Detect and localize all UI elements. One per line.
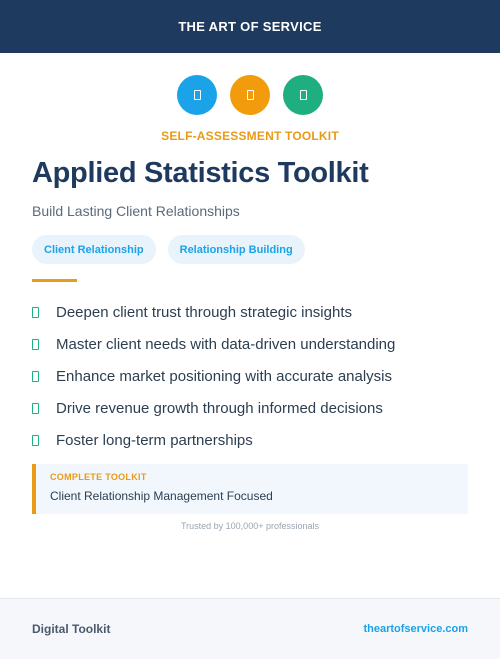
icon-row bbox=[0, 75, 500, 115]
page-title: Applied Statistics Toolkit bbox=[32, 157, 369, 189]
benefit-text: Master client needs with data-driven understanding bbox=[56, 335, 396, 353]
list-item bbox=[32, 296, 395, 328]
tag-client-relationship: Client Relationship bbox=[32, 235, 156, 264]
checkbox-icon bbox=[32, 371, 39, 382]
document-icon bbox=[247, 90, 254, 100]
icon-circle-green bbox=[283, 75, 323, 115]
list-item bbox=[32, 424, 395, 456]
eyebrow-label: SELF-ASSESSMENT TOOLKIT bbox=[161, 129, 339, 143]
document-icon bbox=[194, 90, 201, 100]
checkbox-icon bbox=[32, 435, 39, 446]
document-icon bbox=[300, 90, 307, 100]
tag-relationship-building: Relationship Building bbox=[168, 235, 305, 264]
footer-bar bbox=[0, 598, 500, 659]
tag-list bbox=[32, 235, 305, 264]
callout-label: COMPLETE TOOLKIT bbox=[50, 472, 147, 482]
checkbox-icon bbox=[32, 339, 39, 350]
brand-name: THE ART OF SERVICE bbox=[178, 19, 322, 34]
callout-accent-bar bbox=[32, 464, 36, 514]
callout-text: Client Relationship Management Focused bbox=[50, 489, 273, 503]
website-link[interactable]: theartofservice.com bbox=[363, 623, 468, 635]
icon-circle-blue bbox=[177, 75, 217, 115]
list-item bbox=[32, 392, 395, 424]
page-subtitle: Build Lasting Client Relationships bbox=[32, 203, 240, 219]
header-bar bbox=[0, 0, 500, 53]
icon-circle-orange bbox=[230, 75, 270, 115]
checkbox-icon bbox=[32, 307, 39, 318]
benefit-text: Enhance market positioning with accurate analysis bbox=[56, 367, 393, 385]
list-item bbox=[32, 360, 395, 392]
list-item bbox=[32, 328, 395, 360]
accent-divider bbox=[32, 279, 77, 282]
checkbox-icon bbox=[32, 403, 39, 414]
toolkit-callout bbox=[32, 464, 468, 514]
footer-label: Digital Toolkit bbox=[32, 622, 111, 636]
benefit-text: Drive revenue growth through informed decisions bbox=[56, 399, 383, 417]
benefit-list bbox=[32, 296, 395, 456]
trust-note: Trusted by 100,000+ professionals bbox=[180, 521, 319, 531]
benefit-text: Foster long-term partnerships bbox=[56, 431, 253, 449]
benefit-text: Deepen client trust through strategic insights bbox=[56, 303, 352, 321]
